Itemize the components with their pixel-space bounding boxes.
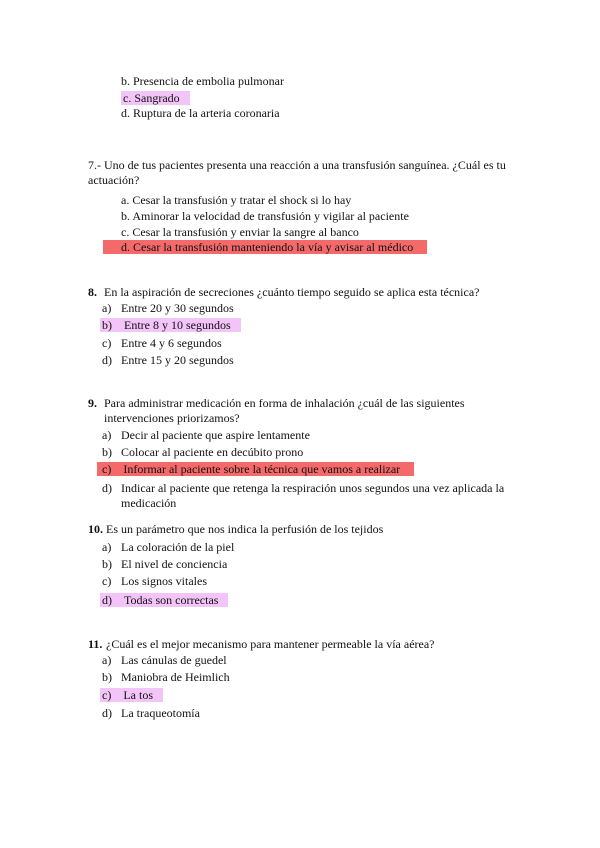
- q10-option-d: [100, 593, 228, 608]
- q11-number: 11.: [88, 637, 103, 651]
- q10-text: Es un parámetro que nos indica la perfusión de los tejidos: [106, 522, 384, 536]
- q9-option-c-label: c): [102, 462, 112, 476]
- q8-number: 8.: [88, 285, 97, 299]
- q8-option-b-label: b): [102, 318, 112, 332]
- q10-option-d-text: Todas son correctas: [124, 593, 219, 607]
- q8-option-d-label: d): [102, 353, 112, 367]
- q7-text-line2: actuación?: [88, 173, 140, 187]
- q9-text-line1: Para administrar medicación en forma de inhalación ¿cuál de las siguientes: [104, 396, 465, 410]
- q11-option-c-label: c): [102, 688, 112, 702]
- q10-option-b: El nivel de conciencia: [121, 557, 228, 571]
- q11-option-a-label: a): [102, 653, 112, 667]
- q10-option-c-label: c): [102, 574, 112, 588]
- q10-option-c: Los signos vitales: [121, 574, 207, 588]
- q11-text: ¿Cuál es el mejor mecanismo para mantener permeable la vía aérea?: [106, 637, 435, 651]
- q6-option-d: d. Ruptura de la arteria coronaria: [121, 106, 280, 120]
- q9-option-c-text: Informar al paciente sobre la técnica que vamos a realizar: [123, 462, 401, 476]
- q10-option-a-label: a): [102, 540, 112, 554]
- q7-option-d: [103, 240, 427, 255]
- q9-number: 9.: [88, 396, 97, 410]
- q8-text: En la aspiración de secreciones ¿cuánto tiempo seguido se aplica esta técnica?: [104, 285, 480, 299]
- highlight-pink: [100, 593, 228, 607]
- q11-option-b-label: b): [102, 670, 112, 684]
- q8-option-c: Entre 4 y 6 segundos: [121, 336, 222, 350]
- q10-number: 10.: [88, 522, 103, 536]
- highlight-red: d. Cesar la transfusión manteniendo la vía y avisar al médico: [103, 240, 427, 254]
- highlight-pink: [100, 318, 241, 332]
- highlight-red: [97, 462, 414, 476]
- q9-option-b-label: b): [102, 445, 112, 459]
- q10-option-d-label: d): [102, 593, 112, 607]
- q11-option-c: [100, 688, 163, 703]
- q7-text-line1: 7.- Uno de tus pacientes presenta una reacción a una transfusión sanguínea. ¿Cuál es tu: [88, 158, 506, 172]
- highlight-pink: c. Sangrado: [121, 91, 190, 105]
- q7-option-b: b. Aminorar la velocidad de transfusión y vigilar al paciente: [121, 209, 409, 223]
- q11-option-b: Maniobra de Heimlich: [121, 670, 230, 684]
- q8-option-b: [100, 318, 241, 333]
- q10-option-a: La coloración de la piel: [121, 540, 235, 554]
- q9-option-d-label: d): [102, 481, 112, 495]
- q9-option-a: Decir al paciente que aspire lentamente: [121, 428, 310, 442]
- q10-option-b-label: b): [102, 557, 112, 571]
- q9-option-d: Indicar al paciente que retenga la respiración unos segundos una vez aplicada la: [121, 481, 505, 495]
- q8-option-d: Entre 15 y 20 segundos: [121, 353, 234, 367]
- q9-option-a-label: a): [102, 428, 112, 442]
- q9-option-d-line2: medicación: [121, 496, 177, 510]
- q11-option-c-text: La tos: [123, 688, 153, 702]
- q8-option-a-label: a): [102, 301, 112, 315]
- q11-option-d-label: d): [102, 706, 112, 720]
- q7-option-c: c. Cesar la transfusión y enviar la sangre al banco: [121, 225, 359, 239]
- q7-option-a: a. Cesar la transfusión y tratar el shock si lo hay: [121, 193, 352, 207]
- highlight-pink: [100, 688, 163, 702]
- q11-option-d: La traqueotomía: [121, 706, 200, 720]
- q9-text-line2: intervenciones priorizamos?: [104, 411, 240, 425]
- q8-option-c-label: c): [102, 336, 112, 350]
- q9-option-b: Colocar al paciente en decúbito prono: [121, 445, 304, 459]
- q6-option-b: b. Presencia de embolia pulmonar: [121, 74, 284, 88]
- q8-option-a: Entre 20 y 30 segundos: [121, 301, 234, 315]
- q8-option-b-text: Entre 8 y 10 segundos: [124, 318, 231, 332]
- q6-option-c: [121, 91, 190, 106]
- q11-option-a: Las cánulas de guedel: [121, 653, 227, 667]
- q9-option-c: [97, 462, 414, 477]
